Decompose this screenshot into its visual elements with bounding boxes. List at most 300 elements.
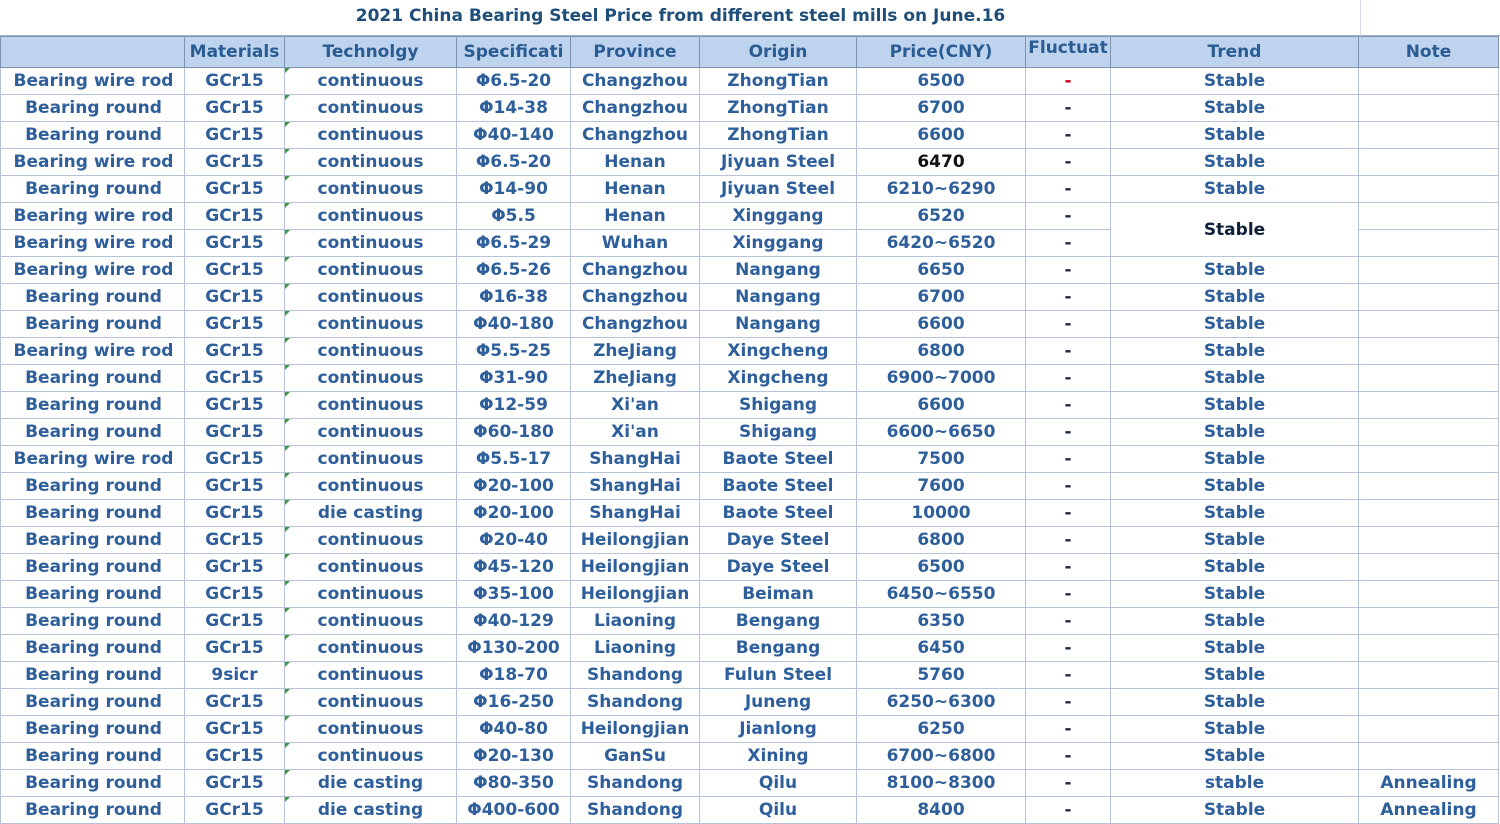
price-cell[interactable]: 7600 — [857, 473, 1026, 500]
fluctuation-cell[interactable]: - — [1026, 257, 1111, 284]
spec-cell[interactable]: Φ6.5-26 — [457, 257, 571, 284]
material-cell[interactable]: GCr15 — [185, 68, 285, 95]
fluctuation-cell[interactable]: - — [1026, 635, 1111, 662]
product-name-cell[interactable]: Bearing round — [1, 689, 185, 716]
origin-cell[interactable]: Juneng — [700, 689, 857, 716]
material-cell[interactable]: GCr15 — [185, 581, 285, 608]
province-cell[interactable]: Liaoning — [571, 635, 700, 662]
product-name-cell[interactable]: Bearing round — [1, 716, 185, 743]
origin-cell[interactable]: Shigang — [700, 419, 857, 446]
price-cell[interactable]: 6700~6800 — [857, 743, 1026, 770]
table-row — [1, 662, 1499, 689]
note-cell[interactable] — [1359, 689, 1499, 716]
table-row — [1, 581, 1499, 608]
spec-cell[interactable]: Φ400-600 — [457, 797, 571, 824]
technology-cell[interactable]: continuous — [285, 95, 457, 122]
province-cell[interactable]: Heilongjian — [571, 716, 700, 743]
spec-cell[interactable]: Φ45-120 — [457, 554, 571, 581]
fluctuation-cell[interactable]: - — [1026, 527, 1111, 554]
price-cell[interactable]: 6800 — [857, 338, 1026, 365]
product-name-cell[interactable]: Bearing round — [1, 311, 185, 338]
spec-cell[interactable]: Φ40-180 — [457, 311, 571, 338]
technology-cell[interactable]: die casting — [285, 500, 457, 527]
product-name-cell[interactable]: Bearing round — [1, 635, 185, 662]
technology-cell[interactable]: continuous — [285, 203, 457, 230]
note-cell[interactable] — [1359, 419, 1499, 446]
technology-cell[interactable]: continuous — [285, 662, 457, 689]
technology-cell[interactable]: continuous — [285, 230, 457, 257]
province-cell[interactable]: ShangHai — [571, 446, 700, 473]
trend-cell[interactable]: Stable — [1111, 635, 1359, 662]
technology-cell[interactable]: continuous — [285, 446, 457, 473]
price-cell[interactable]: 6700 — [857, 95, 1026, 122]
technology-cell[interactable]: die casting — [285, 770, 457, 797]
province-cell[interactable]: GanSu — [571, 743, 700, 770]
spec-cell[interactable]: Φ5.5-17 — [457, 446, 571, 473]
product-name-cell[interactable]: Bearing wire rod — [1, 230, 185, 257]
product-name-cell[interactable]: Bearing round — [1, 581, 185, 608]
origin-cell[interactable]: Qilu — [700, 797, 857, 824]
technology-cell[interactable]: continuous — [285, 554, 457, 581]
price-cell[interactable]: 6470 — [857, 149, 1026, 176]
trend-cell[interactable]: Stable — [1111, 446, 1359, 473]
material-cell[interactable]: GCr15 — [185, 797, 285, 824]
material-cell[interactable]: GCr15 — [185, 635, 285, 662]
spec-cell[interactable]: Φ6.5-20 — [457, 68, 571, 95]
province-cell[interactable]: Heilongjian — [571, 527, 700, 554]
origin-cell[interactable]: Bengang — [700, 635, 857, 662]
product-name-cell[interactable]: Bearing wire rod — [1, 446, 185, 473]
province-cell[interactable]: Shandong — [571, 797, 700, 824]
trend-cell[interactable]: Stable — [1111, 554, 1359, 581]
fluctuation-cell[interactable]: - — [1026, 176, 1111, 203]
province-cell[interactable]: Changzhou — [571, 68, 700, 95]
fluctuation-cell[interactable]: - — [1026, 365, 1111, 392]
fluctuation-cell[interactable]: - — [1026, 662, 1111, 689]
trend-cell[interactable]: Stable — [1111, 500, 1359, 527]
note-cell[interactable] — [1359, 311, 1499, 338]
origin-cell[interactable]: Beiman — [700, 581, 857, 608]
sheet-title: 2021 China Bearing Steel Price from different steel mills on June.16 — [355, 6, 1006, 26]
technology-cell[interactable]: continuous — [285, 635, 457, 662]
spec-cell[interactable]: Φ60-180 — [457, 419, 571, 446]
fluctuation-cell[interactable]: - — [1026, 392, 1111, 419]
product-name-cell[interactable]: Bearing round — [1, 473, 185, 500]
note-cell[interactable] — [1359, 257, 1499, 284]
material-cell[interactable]: GCr15 — [185, 446, 285, 473]
province-cell[interactable]: ShangHai — [571, 500, 700, 527]
price-cell[interactable]: 6210~6290 — [857, 176, 1026, 203]
technology-cell[interactable]: continuous — [285, 284, 457, 311]
product-name-cell[interactable]: Bearing round — [1, 176, 185, 203]
technology-cell[interactable]: continuous — [285, 68, 457, 95]
fluctuation-cell[interactable]: - — [1026, 770, 1111, 797]
technology-cell[interactable]: continuous — [285, 365, 457, 392]
origin-cell[interactable]: Xingcheng — [700, 365, 857, 392]
material-cell[interactable]: GCr15 — [185, 473, 285, 500]
trend-cell[interactable]: Stable — [1111, 311, 1359, 338]
price-cell[interactable]: 6350 — [857, 608, 1026, 635]
technology-cell[interactable]: continuous — [285, 608, 457, 635]
origin-cell[interactable]: Xining — [700, 743, 857, 770]
spec-cell[interactable]: Φ16-38 — [457, 284, 571, 311]
origin-cell[interactable]: ZhongTian — [700, 95, 857, 122]
origin-cell[interactable]: Xingcheng — [700, 338, 857, 365]
spec-cell[interactable]: Φ20-40 — [457, 527, 571, 554]
product-name-cell[interactable]: Bearing round — [1, 95, 185, 122]
fluctuation-cell[interactable]: - — [1026, 797, 1111, 824]
price-cell[interactable]: 6650 — [857, 257, 1026, 284]
trend-cell[interactable]: stable — [1111, 770, 1359, 797]
price-cell[interactable]: 10000 — [857, 500, 1026, 527]
product-name-cell[interactable]: Bearing round — [1, 284, 185, 311]
fluctuation-cell[interactable]: - — [1026, 284, 1111, 311]
origin-cell[interactable]: Baote Steel — [700, 446, 857, 473]
fluctuation-cell[interactable]: - — [1026, 68, 1111, 95]
product-name-cell[interactable]: Bearing round — [1, 797, 185, 824]
table-row — [1, 68, 1499, 95]
spec-cell[interactable]: Φ20-100 — [457, 500, 571, 527]
province-cell[interactable]: Henan — [571, 149, 700, 176]
product-name-cell[interactable]: Bearing round — [1, 743, 185, 770]
origin-cell[interactable]: Fulun Steel — [700, 662, 857, 689]
note-cell[interactable] — [1359, 203, 1499, 230]
trend-cell[interactable]: Stable — [1111, 662, 1359, 689]
note-cell[interactable] — [1359, 176, 1499, 203]
trend-cell[interactable]: Stable — [1111, 68, 1359, 95]
origin-cell[interactable]: Daye Steel — [700, 554, 857, 581]
price-cell[interactable]: 6250 — [857, 716, 1026, 743]
product-name-cell[interactable]: Bearing round — [1, 770, 185, 797]
note-cell[interactable] — [1359, 635, 1499, 662]
note-cell[interactable] — [1359, 716, 1499, 743]
trend-cell-merged[interactable]: Stable — [1111, 203, 1359, 257]
price-cell[interactable]: 5760 — [857, 662, 1026, 689]
spec-cell[interactable]: Φ5.5-25 — [457, 338, 571, 365]
material-cell[interactable]: GCr15 — [185, 284, 285, 311]
price-cell[interactable]: 6420~6520 — [857, 230, 1026, 257]
product-name-cell[interactable]: Bearing round — [1, 608, 185, 635]
technology-cell[interactable]: continuous — [285, 419, 457, 446]
price-cell[interactable]: 6700 — [857, 284, 1026, 311]
technology-cell[interactable]: continuous — [285, 716, 457, 743]
trend-cell[interactable]: Stable — [1111, 527, 1359, 554]
trend-cell[interactable]: Stable — [1111, 338, 1359, 365]
province-cell[interactable]: Changzhou — [571, 122, 700, 149]
spec-cell[interactable]: Φ6.5-20 — [457, 149, 571, 176]
table-row — [1, 554, 1499, 581]
note-cell[interactable]: Annealing — [1359, 797, 1499, 824]
col-header-technology[interactable]: Technolgy — [285, 37, 457, 68]
trend-cell[interactable]: Stable — [1111, 797, 1359, 824]
note-cell[interactable] — [1359, 743, 1499, 770]
trend-cell[interactable]: Stable — [1111, 176, 1359, 203]
origin-cell[interactable]: Nangang — [700, 311, 857, 338]
origin-cell[interactable]: Bengang — [700, 608, 857, 635]
note-cell[interactable] — [1359, 95, 1499, 122]
material-cell[interactable]: GCr15 — [185, 230, 285, 257]
trend-cell[interactable]: Stable — [1111, 122, 1359, 149]
origin-cell[interactable]: Daye Steel — [700, 527, 857, 554]
origin-cell[interactable]: Nangang — [700, 284, 857, 311]
fluctuation-cell[interactable]: - — [1026, 500, 1111, 527]
material-cell[interactable]: GCr15 — [185, 311, 285, 338]
material-cell[interactable]: GCr15 — [185, 149, 285, 176]
note-cell[interactable] — [1359, 284, 1499, 311]
fluctuation-cell[interactable]: - — [1026, 419, 1111, 446]
province-cell[interactable]: ZheJiang — [571, 365, 700, 392]
col-header-province[interactable]: Province — [571, 37, 700, 68]
fluctuation-cell[interactable]: - — [1026, 338, 1111, 365]
col-header-materials[interactable]: Materials — [185, 37, 285, 68]
fluctuation-cell[interactable]: - — [1026, 311, 1111, 338]
price-cell[interactable]: 6450~6550 — [857, 581, 1026, 608]
technology-cell[interactable]: continuous — [285, 176, 457, 203]
province-cell[interactable]: Changzhou — [571, 257, 700, 284]
trend-cell[interactable]: Stable — [1111, 716, 1359, 743]
fluctuation-cell[interactable]: - — [1026, 581, 1111, 608]
product-name-cell[interactable]: Bearing wire rod — [1, 203, 185, 230]
product-name-cell[interactable]: Bearing wire rod — [1, 149, 185, 176]
origin-cell[interactable]: Xinggang — [700, 230, 857, 257]
spec-cell[interactable]: Φ5.5 — [457, 203, 571, 230]
technology-cell[interactable]: continuous — [285, 392, 457, 419]
product-name-cell[interactable]: Bearing round — [1, 419, 185, 446]
material-cell[interactable]: GCr15 — [185, 527, 285, 554]
origin-cell[interactable]: Baote Steel — [700, 500, 857, 527]
note-cell[interactable] — [1359, 446, 1499, 473]
trend-cell[interactable]: Stable — [1111, 392, 1359, 419]
price-cell[interactable]: 6500 — [857, 554, 1026, 581]
table-row — [1, 365, 1499, 392]
spec-cell[interactable]: Φ35-100 — [457, 581, 571, 608]
fluctuation-cell[interactable]: - — [1026, 95, 1111, 122]
col-header-fluctuation[interactable]: Fluctuat — [1026, 37, 1111, 68]
table-row — [1, 338, 1499, 365]
province-cell[interactable]: Xi'an — [571, 419, 700, 446]
province-cell[interactable]: Shandong — [571, 770, 700, 797]
fluctuation-cell[interactable]: - — [1026, 608, 1111, 635]
note-cell[interactable] — [1359, 230, 1499, 257]
spec-cell[interactable]: Φ6.5-29 — [457, 230, 571, 257]
table-row — [1, 95, 1499, 122]
price-cell[interactable]: 6900~7000 — [857, 365, 1026, 392]
trend-cell[interactable]: Stable — [1111, 608, 1359, 635]
material-cell[interactable]: GCr15 — [185, 257, 285, 284]
province-cell[interactable]: Changzhou — [571, 284, 700, 311]
spec-cell[interactable]: Φ20-100 — [457, 473, 571, 500]
province-cell[interactable]: Changzhou — [571, 311, 700, 338]
fluctuation-cell[interactable]: - — [1026, 743, 1111, 770]
price-cell[interactable]: 6600 — [857, 311, 1026, 338]
material-cell[interactable]: GCr15 — [185, 554, 285, 581]
spec-cell[interactable]: Φ130-200 — [457, 635, 571, 662]
origin-cell[interactable]: Baote Steel — [700, 473, 857, 500]
price-cell[interactable]: 7500 — [857, 446, 1026, 473]
spec-cell[interactable]: Φ12-59 — [457, 392, 571, 419]
note-cell[interactable] — [1359, 554, 1499, 581]
technology-cell[interactable]: continuous — [285, 743, 457, 770]
material-cell[interactable]: 9sicr — [185, 662, 285, 689]
note-cell[interactable] — [1359, 608, 1499, 635]
product-name-cell[interactable]: Bearing round — [1, 500, 185, 527]
spec-cell[interactable]: Φ31-90 — [457, 365, 571, 392]
note-cell[interactable] — [1359, 365, 1499, 392]
province-cell[interactable]: Shandong — [571, 662, 700, 689]
price-cell[interactable]: 8400 — [857, 797, 1026, 824]
trend-cell[interactable]: Stable — [1111, 365, 1359, 392]
note-cell[interactable] — [1359, 122, 1499, 149]
material-cell[interactable]: GCr15 — [185, 365, 285, 392]
table-row — [1, 689, 1499, 716]
price-cell[interactable]: 6800 — [857, 527, 1026, 554]
province-cell[interactable]: Heilongjian — [571, 581, 700, 608]
col-header-trend[interactable]: Trend — [1111, 37, 1359, 68]
origin-cell[interactable]: Jiyuan Steel — [700, 176, 857, 203]
material-cell[interactable]: GCr15 — [185, 608, 285, 635]
price-cell[interactable]: 6600 — [857, 392, 1026, 419]
spec-cell[interactable]: Φ16-250 — [457, 689, 571, 716]
trend-cell[interactable]: Stable — [1111, 149, 1359, 176]
fluctuation-cell[interactable]: - — [1026, 554, 1111, 581]
trend-cell[interactable]: Stable — [1111, 284, 1359, 311]
product-name-cell[interactable]: Bearing round — [1, 365, 185, 392]
trend-cell[interactable]: Stable — [1111, 689, 1359, 716]
product-name-cell[interactable]: Bearing round — [1, 662, 185, 689]
province-cell[interactable]: Henan — [571, 176, 700, 203]
note-cell[interactable]: Annealing — [1359, 770, 1499, 797]
origin-cell[interactable]: Nangang — [700, 257, 857, 284]
price-cell[interactable]: 8100~8300 — [857, 770, 1026, 797]
fluctuation-cell[interactable]: - — [1026, 716, 1111, 743]
product-name-cell[interactable]: Bearing wire rod — [1, 338, 185, 365]
material-cell[interactable]: GCr15 — [185, 203, 285, 230]
col-header-price[interactable]: Price(CNY) — [857, 37, 1026, 68]
note-cell[interactable] — [1359, 500, 1499, 527]
trend-cell[interactable]: Stable — [1111, 95, 1359, 122]
fluctuation-cell[interactable]: - — [1026, 230, 1111, 257]
origin-cell[interactable]: Shigang — [700, 392, 857, 419]
technology-cell[interactable]: continuous — [285, 473, 457, 500]
spec-cell[interactable]: Φ18-70 — [457, 662, 571, 689]
trend-cell[interactable]: Stable — [1111, 743, 1359, 770]
product-name-cell[interactable]: Bearing round — [1, 527, 185, 554]
origin-cell[interactable]: Jianlong — [700, 716, 857, 743]
origin-cell[interactable]: Jiyuan Steel — [700, 149, 857, 176]
origin-cell[interactable]: ZhongTian — [700, 122, 857, 149]
table-row — [1, 446, 1499, 473]
trend-cell[interactable]: Stable — [1111, 257, 1359, 284]
fluctuation-cell[interactable]: - — [1026, 149, 1111, 176]
note-cell[interactable] — [1359, 149, 1499, 176]
origin-cell[interactable]: Xinggang — [700, 203, 857, 230]
material-cell[interactable]: GCr15 — [185, 689, 285, 716]
technology-cell[interactable]: die casting — [285, 797, 457, 824]
province-cell[interactable]: Shandong — [571, 689, 700, 716]
note-cell[interactable] — [1359, 392, 1499, 419]
note-cell[interactable] — [1359, 473, 1499, 500]
province-cell[interactable]: Liaoning — [571, 608, 700, 635]
province-cell[interactable]: Xi'an — [571, 392, 700, 419]
note-cell[interactable] — [1359, 581, 1499, 608]
origin-cell[interactable]: ZhongTian — [700, 68, 857, 95]
product-name-cell[interactable]: Bearing round — [1, 122, 185, 149]
technology-cell[interactable]: continuous — [285, 338, 457, 365]
price-cell[interactable]: 6250~6300 — [857, 689, 1026, 716]
material-cell[interactable]: GCr15 — [185, 176, 285, 203]
technology-cell[interactable]: continuous — [285, 122, 457, 149]
product-name-cell[interactable]: Bearing wire rod — [1, 68, 185, 95]
material-cell[interactable]: GCr15 — [185, 770, 285, 797]
price-cell[interactable]: 6500 — [857, 68, 1026, 95]
trend-cell[interactable]: Stable — [1111, 473, 1359, 500]
technology-cell[interactable]: continuous — [285, 689, 457, 716]
spec-cell[interactable]: Φ40-129 — [457, 608, 571, 635]
col-header-origin[interactable]: Origin — [700, 37, 857, 68]
table-row — [1, 149, 1499, 176]
material-cell[interactable]: GCr15 — [185, 95, 285, 122]
province-cell[interactable]: Wuhan — [571, 230, 700, 257]
col-header-note[interactable]: Note — [1359, 37, 1499, 68]
technology-cell[interactable]: continuous — [285, 311, 457, 338]
material-cell[interactable]: GCr15 — [185, 122, 285, 149]
spec-cell[interactable]: Φ40-80 — [457, 716, 571, 743]
product-name-cell[interactable]: Bearing round — [1, 554, 185, 581]
spec-cell[interactable]: Φ40-140 — [457, 122, 571, 149]
col-header-specification[interactable]: Specificati — [457, 37, 571, 68]
fluctuation-cell[interactable]: - — [1026, 122, 1111, 149]
material-cell[interactable]: GCr15 — [185, 743, 285, 770]
spec-cell[interactable]: Φ14-90 — [457, 176, 571, 203]
note-cell[interactable] — [1359, 68, 1499, 95]
province-cell[interactable]: ShangHai — [571, 473, 700, 500]
fluctuation-cell[interactable]: - — [1026, 689, 1111, 716]
price-cell[interactable]: 6520 — [857, 203, 1026, 230]
note-cell[interactable] — [1359, 662, 1499, 689]
technology-cell[interactable]: continuous — [285, 257, 457, 284]
note-cell[interactable] — [1359, 527, 1499, 554]
price-cell[interactable]: 6600 — [857, 122, 1026, 149]
fluctuation-cell[interactable]: - — [1026, 203, 1111, 230]
product-name-cell[interactable]: Bearing round — [1, 392, 185, 419]
col-header-name[interactable] — [1, 37, 185, 68]
technology-cell[interactable]: continuous — [285, 581, 457, 608]
material-cell[interactable]: GCr15 — [185, 500, 285, 527]
spec-cell[interactable]: Φ14-38 — [457, 95, 571, 122]
province-cell[interactable]: Heilongjian — [571, 554, 700, 581]
fluctuation-cell[interactable]: - — [1026, 473, 1111, 500]
spec-cell[interactable]: Φ20-130 — [457, 743, 571, 770]
trend-cell[interactable]: Stable — [1111, 581, 1359, 608]
technology-cell[interactable]: continuous — [285, 149, 457, 176]
product-name-cell[interactable]: Bearing wire rod — [1, 257, 185, 284]
material-cell[interactable]: GCr15 — [185, 716, 285, 743]
trend-cell[interactable]: Stable — [1111, 419, 1359, 446]
fluctuation-cell[interactable]: - — [1026, 446, 1111, 473]
material-cell[interactable]: GCr15 — [185, 419, 285, 446]
note-cell[interactable] — [1359, 338, 1499, 365]
origin-cell[interactable]: Qilu — [700, 770, 857, 797]
province-cell[interactable]: ZheJiang — [571, 338, 700, 365]
material-cell[interactable]: GCr15 — [185, 392, 285, 419]
price-cell[interactable]: 6450 — [857, 635, 1026, 662]
material-cell[interactable]: GCr15 — [185, 338, 285, 365]
province-cell[interactable]: Henan — [571, 203, 700, 230]
spec-cell[interactable]: Φ80-350 — [457, 770, 571, 797]
price-cell[interactable]: 6600~6650 — [857, 419, 1026, 446]
province-cell[interactable]: Changzhou — [571, 95, 700, 122]
technology-cell[interactable]: continuous — [285, 527, 457, 554]
